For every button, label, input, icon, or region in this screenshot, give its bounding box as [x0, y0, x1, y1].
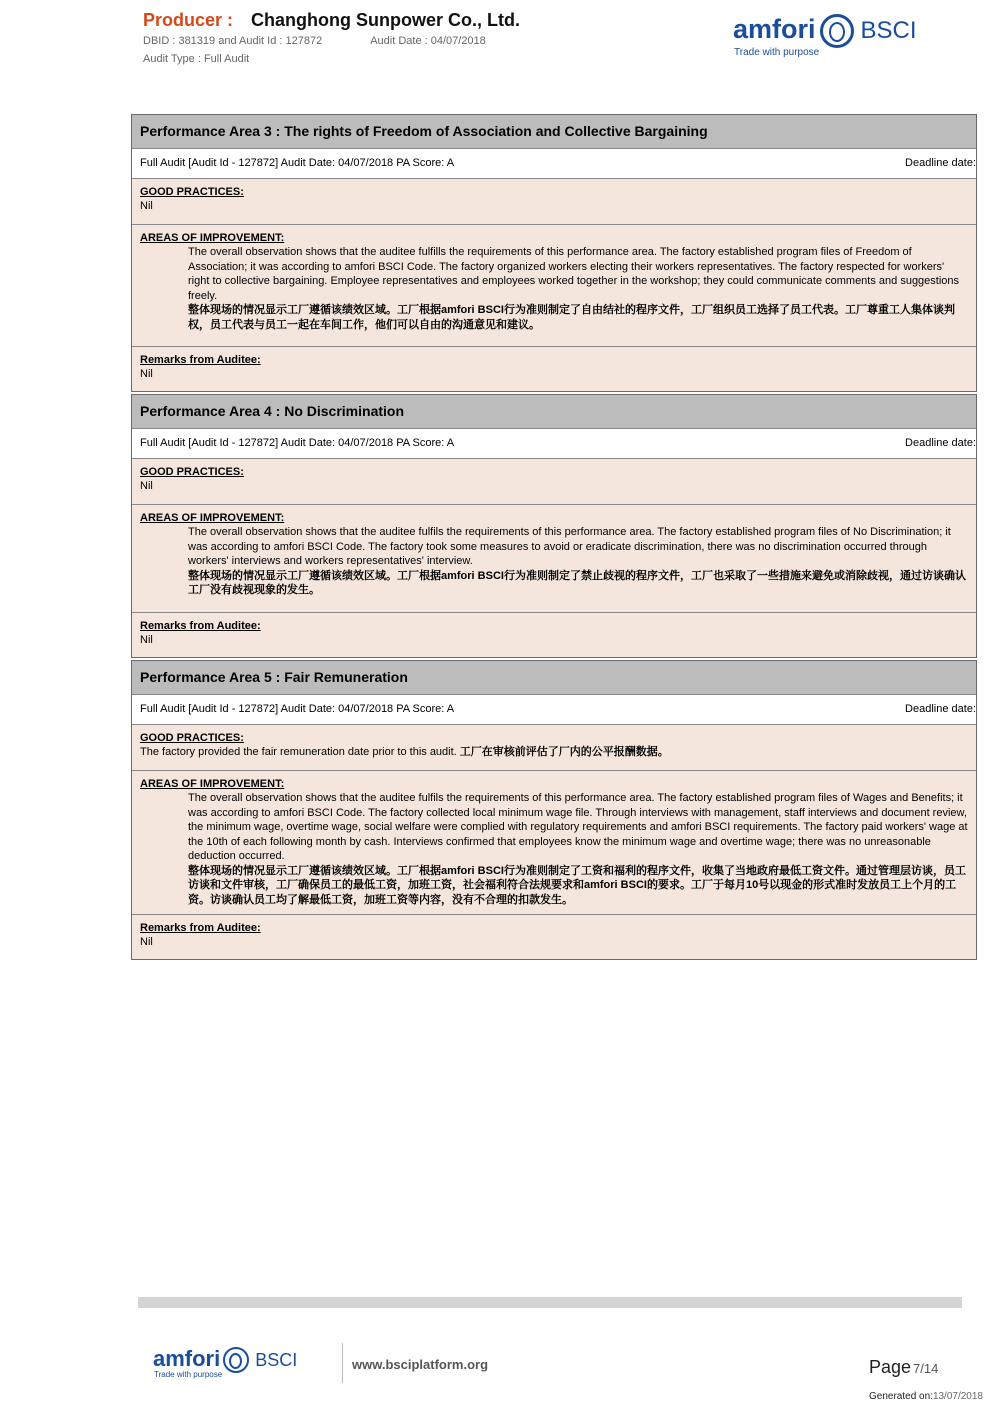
improvement-text-en: The overall observation shows that the auditee fulfills the requirements of this performance area. The factory established program files of Freedom of Association; it was according to amfori BSCI Code. The factory organized workers electing their workers representatives. The factory respected for workers' right to collective bargaining. Employee representatives and employees worked together in the workshop; they could communicate comments and suggestions freely. — [188, 246, 960, 302]
good-practices-block — [132, 725, 976, 771]
amfori-bsci-logo — [733, 14, 917, 58]
remarks-heading: Remarks from Auditee: — [140, 922, 261, 934]
footer-url-link[interactable]: www.bsciplatform.org — [352, 1357, 489, 1372]
improvement-text-cn: 整体现场的情况显示工厂遵循该绩效区域。工厂根据amfori BSCI行为准则制定了工资和福利的程序文件，收集了当地政府最低工资文件。通过管理层访谈，员工访谈和文件审核，工厂确保员工的最低工资，加班工资，社会福利符合法规要求和amfori BSCI的要求。工厂于每月10号以现金的形式准时发放员工上个月的工资。访谈确认员工均了解最低工资，加班工资等内容，没有不合理的扣款发生。 — [188, 864, 966, 906]
page-indicator — [869, 1357, 938, 1378]
performance-area-section — [131, 660, 977, 960]
deadline-label: Deadline date: — [905, 437, 976, 449]
page-number: 7/14 — [913, 1361, 939, 1376]
section-info-row — [132, 149, 976, 179]
performance-area-section — [131, 394, 977, 658]
good-practices-line — [140, 745, 968, 759]
improvement-heading: AREAS OF IMPROVEMENT: — [140, 512, 285, 524]
generated-date: 13/07/2018 — [932, 1391, 983, 1402]
areas-of-improvement-block — [132, 771, 976, 915]
footer-amfori-bsci-logo — [153, 1346, 298, 1379]
good-practices-block — [132, 179, 976, 225]
improvement-text-cn: 整体现场的情况显示工厂遵循该绩效区域。工厂根据amfori BSCI行为准则制定了禁止歧视的程序文件，工厂也采取了一些措施来避免或消除歧视，通过访谈确认工厂没有歧视现象的发生。 — [188, 569, 966, 596]
good-practices-text: Nil — [140, 200, 153, 212]
improvement-heading: AREAS OF IMPROVEMENT: — [140, 778, 285, 790]
deadline-label: Deadline date: — [905, 703, 976, 715]
logo-tagline: Trade with purpose — [154, 1370, 223, 1379]
remarks-block — [132, 613, 976, 657]
remarks-text: Nil — [140, 634, 153, 646]
logo-word: amfori — [733, 14, 816, 44]
producer-heading — [143, 10, 520, 31]
page-label: Page — [869, 1357, 912, 1377]
section-title: Performance Area 4 : No Discrimination — [132, 395, 976, 429]
remarks-heading: Remarks from Auditee: — [140, 354, 261, 366]
logo-tagline: Trade with purpose — [734, 47, 820, 58]
section-info-row — [132, 429, 976, 459]
producer-name: Changhong Sunpower Co., Ltd. — [251, 10, 520, 30]
good-practices-text: The factory provided the fair remuneration date prior to this audit. — [140, 746, 457, 758]
improvement-text-en: The overall observation shows that the auditee fulfils the requirements of this performance area. The factory established program files of No Discrimination; it was according to amfori BSCI Code. The factory took some measures to avoid or eradicate discrimination, there was no discrimination occurred through workers' interviews and workers representatives' interview. — [188, 526, 951, 567]
performance-areas — [131, 114, 977, 960]
section-title: Performance Area 5 : Fair Remuneration — [132, 661, 976, 695]
footer-divider — [342, 1343, 343, 1383]
logo-ring-icon — [820, 14, 854, 48]
logo-ring-icon — [223, 1347, 249, 1373]
logo-brand: BSCI — [255, 1350, 298, 1370]
section-title: Performance Area 3 : The rights of Freedom of Association and Collective Bargaining — [132, 115, 976, 149]
audit-type-text: Audit Type : Full Audit — [143, 53, 250, 65]
good-practices-heading: GOOD PRACTICES: — [140, 186, 244, 198]
remarks-block — [132, 915, 976, 959]
improvement-text-cn: 整体现场的情况显示工厂遵循该绩效区域。工厂根据amfori BSCI行为准则制定了自由结社的程序文件，工厂组织员工选择了员工代表。工厂尊重工人集体谈判权，员工代表与员工一起在车间工作，他们可以自由的沟通意见和建议。 — [188, 304, 955, 331]
audit-info-text: Full Audit [Audit Id - 127872] Audit Date: 04/07/2018 PA Score: A — [140, 157, 455, 169]
remarks-text: Nil — [140, 368, 153, 380]
remarks-block — [132, 347, 976, 391]
dbid-text: DBID : 381319 and Audit Id : 127872 — [143, 35, 323, 47]
remarks-heading: Remarks from Auditee: — [140, 620, 261, 632]
generated-label: Generated on: — [869, 1391, 933, 1402]
good-practices-block — [132, 459, 976, 505]
good-practices-heading: GOOD PRACTICES: — [140, 466, 244, 478]
good-practices-text-cn: 工厂在审核前评估了厂内的公平报酬数据。 — [459, 746, 669, 758]
audit-info-text: Full Audit [Audit Id - 127872] Audit Date: 04/07/2018 PA Score: A — [140, 437, 455, 449]
logo-brand: BSCI — [860, 17, 917, 44]
performance-area-section — [131, 114, 977, 392]
audit-info-text: Full Audit [Audit Id - 127872] Audit Date: 04/07/2018 PA Score: A — [140, 703, 455, 715]
improvement-text-en: The overall observation shows that the auditee fulfils the requirements of this performance area. The factory established program files of Wages and Benefits; it was according to amfori BSCI Code. The factory collected local minimum wage file. Through interviews with management, staff interviews and document review, the minimum wage, overtime wage, social welfare were complied with regulatory requirements and amfori BSCI requirements. The factory paid workers' wage at the 10th of each following month by cash. Interviews confirmed that employees know the minimum wage and overtime wage; there was no unreasonable deduction occurred. — [188, 792, 968, 862]
generated-on — [869, 1391, 983, 1402]
audit-date-text: Audit Date : 04/07/2018 — [370, 35, 486, 47]
deadline-label: Deadline date: — [905, 157, 976, 169]
good-practices-text: Nil — [140, 480, 153, 492]
producer-label: Producer : — [143, 10, 234, 30]
improvement-heading: AREAS OF IMPROVEMENT: — [140, 232, 285, 244]
good-practices-heading: GOOD PRACTICES: — [140, 732, 244, 744]
logo-word: amfori — [153, 1346, 221, 1371]
audit-meta-line — [143, 35, 486, 47]
section-info-row — [132, 695, 976, 725]
footer-bar — [138, 1297, 962, 1308]
areas-of-improvement-block — [132, 225, 976, 347]
areas-of-improvement-block — [132, 505, 976, 613]
remarks-text: Nil — [140, 936, 153, 948]
